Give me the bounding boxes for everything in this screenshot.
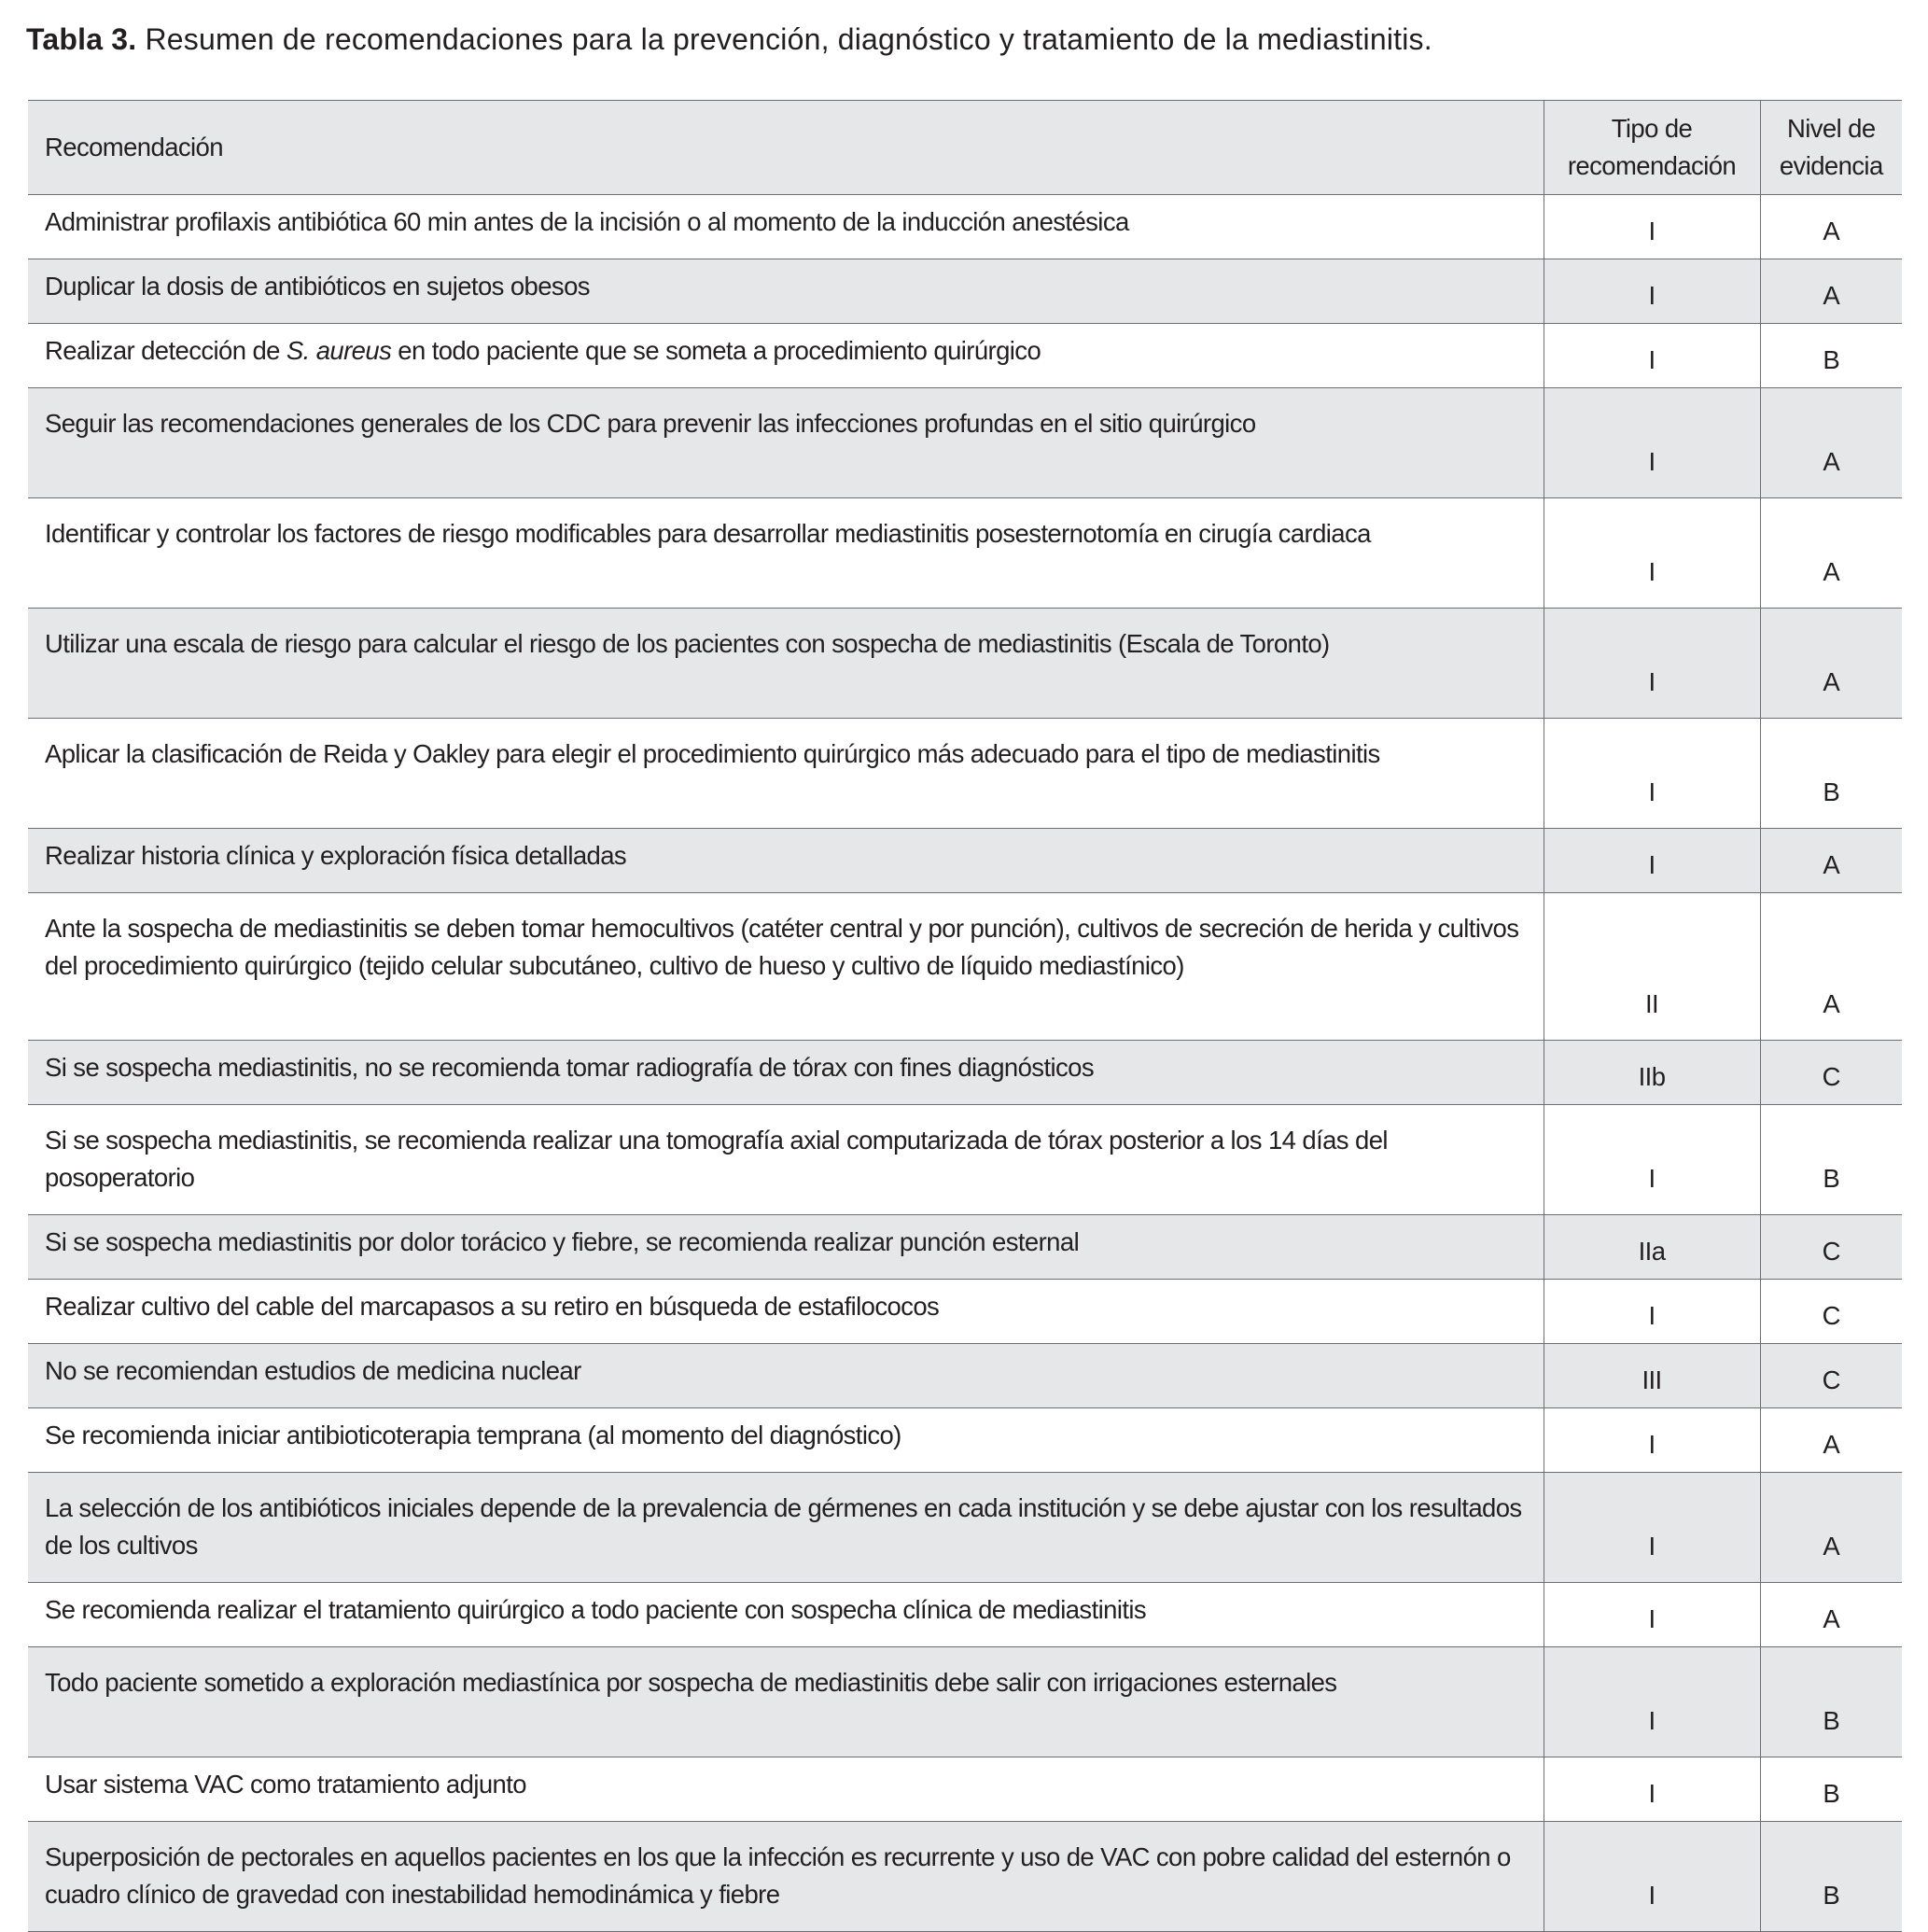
table-row: [28, 388, 1902, 498]
evidence-level-cell: C: [1760, 1041, 1902, 1105]
table-row: [28, 1473, 1902, 1583]
table-row: [28, 324, 1902, 388]
recommendation-type-cell: I: [1544, 829, 1760, 893]
table-row: [28, 259, 1902, 324]
recommendation-cell: Seguir las recomendaciones generales de los CDC para prevenir las infecciones profundas en el sitio quirúrgico: [28, 388, 1544, 498]
evidence-level-cell: C: [1760, 1344, 1902, 1408]
recommendation-type-cell: I: [1544, 259, 1760, 324]
recommendation-cell: Se recomienda iniciar antibioticoterapia temprana (al momento del diagnóstico): [28, 1408, 1544, 1473]
evidence-level-cell: A: [1760, 1583, 1902, 1647]
table-row: [28, 498, 1902, 609]
recommendation-cell: Identificar y controlar los factores de riesgo modificables para desarrollar mediastinitis posesternotomía en cirugía cardiaca: [28, 498, 1544, 609]
recommendation-cell: Si se sospecha mediastinitis, se recomienda realizar una tomografía axial computarizada de tórax posterior a los 14 días del posoperatorio: [28, 1105, 1544, 1215]
evidence-level-cell: A: [1760, 1473, 1902, 1583]
recommendation-type-cell: IIa: [1544, 1215, 1760, 1280]
recommendation-cell: Administrar profilaxis antibiótica 60 min antes de la incisión o al momento de la inducción anestésica: [28, 195, 1544, 259]
table-row: [28, 1647, 1902, 1757]
table-row: [28, 609, 1902, 719]
recommendations-table: [28, 100, 1902, 1932]
recommendation-type-cell: IIb: [1544, 1041, 1760, 1105]
evidence-level-cell: A: [1760, 829, 1902, 893]
recommendation-cell: Se recomienda realizar el tratamiento quirúrgico a todo paciente con sospecha clínica de mediastinitis: [28, 1583, 1544, 1647]
recommendation-type-cell: I: [1544, 324, 1760, 388]
evidence-level-cell: B: [1760, 719, 1902, 829]
evidence-level-cell: B: [1760, 1647, 1902, 1757]
evidence-level-cell: C: [1760, 1280, 1902, 1344]
recommendation-cell: Si se sospecha mediastinitis, no se recomienda tomar radiografía de tórax con fines diagnósticos: [28, 1041, 1544, 1105]
table-row: [28, 1344, 1902, 1408]
recommendation-cell: Aplicar la clasificación de Reida y Oakley para elegir el procedimiento quirúrgico más adecuado para el tipo de mediastinitis: [28, 719, 1544, 829]
evidence-level-cell: A: [1760, 259, 1902, 324]
table-row: [28, 1280, 1902, 1344]
evidence-level-cell: B: [1760, 1757, 1902, 1822]
table-row: [28, 1105, 1902, 1215]
table-row: [28, 893, 1902, 1041]
header-evidence-level: Nivel de evidencia: [1760, 101, 1902, 195]
recommendation-type-cell: I: [1544, 1408, 1760, 1473]
evidence-level-cell: A: [1760, 893, 1902, 1041]
recommendation-type-cell: I: [1544, 609, 1760, 719]
recommendation-cell: Usar sistema VAC como tratamiento adjunto: [28, 1757, 1544, 1822]
recommendation-type-cell: I: [1544, 1105, 1760, 1215]
table-row: [28, 1757, 1902, 1822]
recommendation-type-cell: I: [1544, 1280, 1760, 1344]
recommendation-type-cell: I: [1544, 388, 1760, 498]
evidence-level-cell: B: [1760, 1105, 1902, 1215]
evidence-level-cell: A: [1760, 498, 1902, 609]
recommendation-type-cell: I: [1544, 1473, 1760, 1583]
evidence-level-cell: A: [1760, 388, 1902, 498]
recommendation-cell: Si se sospecha mediastinitis por dolor torácico y fiebre, se recomienda realizar punción esternal: [28, 1215, 1544, 1280]
recommendation-type-cell: III: [1544, 1344, 1760, 1408]
recommendation-cell: Realizar cultivo del cable del marcapasos a su retiro en búsqueda de estafilococos: [28, 1280, 1544, 1344]
table-header-row: [28, 101, 1902, 195]
recommendation-cell: Duplicar la dosis de antibióticos en sujetos obesos: [28, 259, 1544, 324]
recommendation-cell: Ante la sospecha de mediastinitis se deben tomar hemocultivos (catéter central y por punción), cultivos de secreción de herida y cultivos del procedimiento quirúrgico (tejido celular subcutáneo, cultivo de hueso y cultivo de líquido mediastínico): [28, 893, 1544, 1041]
recommendation-type-cell: I: [1544, 195, 1760, 259]
recommendation-type-cell: I: [1544, 1822, 1760, 1932]
evidence-level-cell: C: [1760, 1215, 1902, 1280]
species-name: S. aureus: [286, 336, 392, 365]
header-recommendation-type: Tipo de recomendación: [1544, 101, 1760, 195]
table-row: [28, 719, 1902, 829]
evidence-level-cell: A: [1760, 195, 1902, 259]
table-row: [28, 1822, 1902, 1932]
table-row: [28, 195, 1902, 259]
recommendation-type-cell: II: [1544, 893, 1760, 1041]
table-row: [28, 1041, 1902, 1105]
table-row: [28, 1583, 1902, 1647]
header-recommendation: Recomendación: [28, 101, 1544, 195]
recommendation-cell: Todo paciente sometido a exploración mediastínica por sospecha de mediastinitis debe salir con irrigaciones esternales: [28, 1647, 1544, 1757]
recommendation-type-cell: I: [1544, 1647, 1760, 1757]
evidence-level-cell: B: [1760, 1822, 1902, 1932]
recommendation-cell: Superposición de pectorales en aquellos pacientes en los que la infección es recurrente y uso de VAC con pobre calidad del esternón o cuadro clínico de gravedad con inestabilidad hemodinámica y fiebre: [28, 1822, 1544, 1932]
evidence-level-cell: A: [1760, 609, 1902, 719]
recommendation-cell: Realizar detección de S. aureus en todo paciente que se someta a procedimiento quirúrgico: [28, 324, 1544, 388]
recommendation-type-cell: I: [1544, 1583, 1760, 1647]
recommendation-type-cell: I: [1544, 719, 1760, 829]
table-caption: [26, 21, 1893, 58]
recommendation-type-cell: I: [1544, 1757, 1760, 1822]
table-row: [28, 829, 1902, 893]
recommendation-cell: Realizar historia clínica y exploración física detalladas: [28, 829, 1544, 893]
table-row: [28, 1215, 1902, 1280]
recommendation-cell: No se recomiendan estudios de medicina nuclear: [28, 1344, 1544, 1408]
caption-text: Resumen de recomendaciones para la prevención, diagnóstico y tratamiento de la mediastinitis.: [136, 22, 1432, 56]
evidence-level-cell: B: [1760, 324, 1902, 388]
table-row: [28, 1408, 1902, 1473]
evidence-level-cell: A: [1760, 1408, 1902, 1473]
recommendation-cell: La selección de los antibióticos iniciales depende de la prevalencia de gérmenes en cada institución y se debe ajustar con los resultados de los cultivos: [28, 1473, 1544, 1583]
caption-label: Tabla 3.: [26, 22, 137, 56]
recommendation-cell: Utilizar una escala de riesgo para calcular el riesgo de los pacientes con sospecha de mediastinitis (Escala de Toronto): [28, 609, 1544, 719]
recommendation-type-cell: I: [1544, 498, 1760, 609]
